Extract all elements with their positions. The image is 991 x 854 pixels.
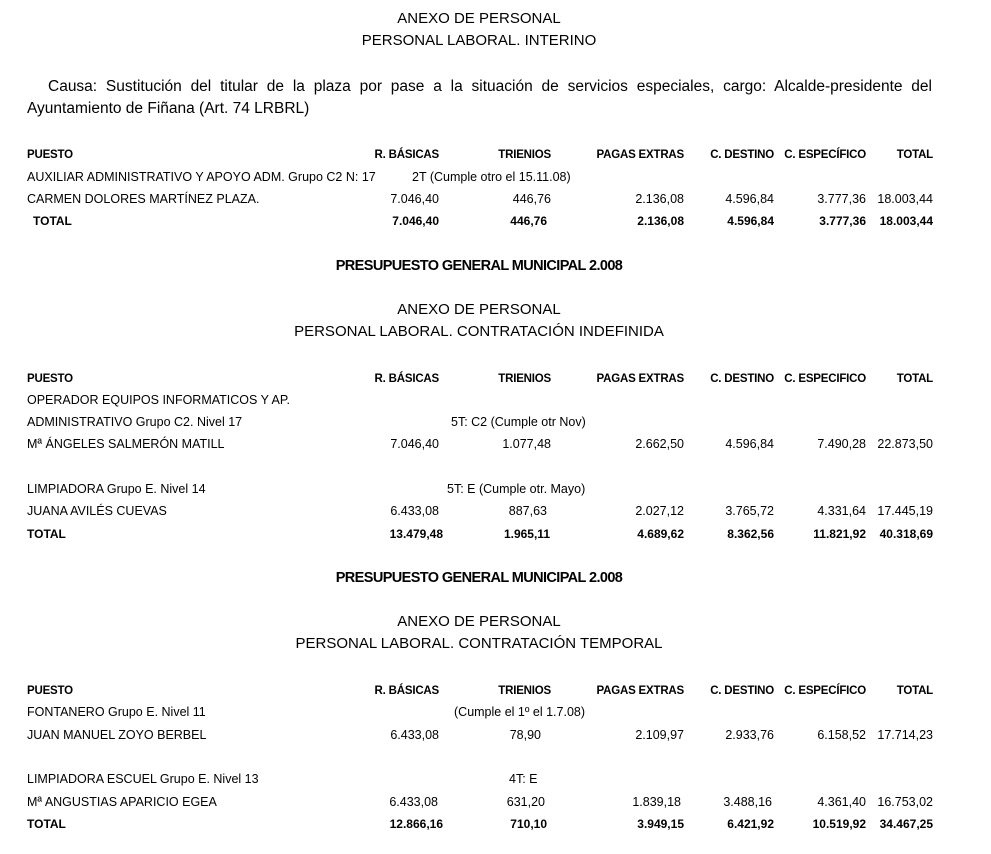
- section3-totals-row: [0, 816, 991, 832]
- employee-name: Mª ÁNGELES SALMERÓN MATILL: [27, 437, 225, 451]
- value-basicas: 6.433,08: [390, 504, 439, 518]
- header-basicas: R. BÁSICAS: [374, 685, 439, 697]
- puesto-note: 2T (Cumple otro el 15.11.08): [412, 170, 571, 184]
- header-total: TOTAL: [896, 373, 933, 385]
- value-destino: 3.765,72: [725, 504, 774, 518]
- employee-name: Mª ANGUSTIAS APARICIO EGEA: [27, 795, 217, 809]
- total-destino: 8.362,56: [727, 527, 774, 541]
- total-trienios: 446,76: [510, 214, 547, 228]
- header-especifico: C. ESPECÍFICO: [784, 149, 866, 161]
- value-pagas: 1.839,18: [632, 795, 681, 809]
- header-basicas: R. BÁSICAS: [374, 149, 439, 161]
- puesto-label: FONTANERO Grupo E. Nivel 11: [27, 705, 206, 719]
- section1-totals-row: [0, 213, 991, 229]
- puesto-note: 4T: E: [509, 772, 538, 786]
- header-total: TOTAL: [896, 149, 933, 161]
- value-total: 17.445,19: [877, 504, 933, 518]
- header-destino: C. DESTINO: [710, 685, 774, 697]
- value-pagas: 2.027,12: [635, 504, 684, 518]
- value-basicas: 7.046,40: [390, 192, 439, 206]
- table-row: [0, 392, 991, 408]
- table-row: [0, 481, 991, 497]
- value-basicas: 7.046,40: [390, 437, 439, 451]
- value-destino: 3.488,16: [723, 795, 772, 809]
- totals-label: TOTAL: [33, 214, 72, 228]
- value-total: 22.873,50: [877, 437, 933, 451]
- value-basicas: 6.433,08: [390, 728, 439, 742]
- header-destino: C. DESTINO: [710, 373, 774, 385]
- value-trienios: 887,63: [508, 504, 547, 518]
- value-especifico: 3.777,36: [817, 192, 866, 206]
- section3-subtitle: PERSONAL LABORAL. CONTRATACIÓN TEMPORAL: [295, 635, 663, 652]
- total-destino: 4.596,84: [727, 214, 774, 228]
- value-destino: 2.933,76: [725, 728, 774, 742]
- value-pagas: 2.662,50: [635, 437, 684, 451]
- header-puesto: PUESTO: [27, 685, 73, 697]
- section2-totals-row: [0, 526, 991, 542]
- section1-causa: Causa: Sustitución del titular de la plaza por pase a la situación de servicios especiales, cargo: Alcalde-presidente del Ayuntamiento de Fiñana (Art. 74 LRBRL): [27, 78, 932, 117]
- value-especifico: 4.331,64: [817, 504, 866, 518]
- total-pagas: 4.689,62: [637, 527, 684, 541]
- section2-table-header: [0, 371, 991, 387]
- header-total: TOTAL: [896, 685, 933, 697]
- puesto-label: LIMPIADORA Grupo E. Nivel 14: [27, 482, 206, 496]
- table-row: [0, 414, 991, 430]
- employee-name: JUANA AVILÉS CUEVAS: [27, 504, 167, 518]
- puesto-label: LIMPIADORA ESCUEL Grupo E. Nivel 13: [27, 772, 259, 786]
- total-total: 34.467,25: [879, 817, 933, 831]
- header-trienios: TRIENIOS: [498, 373, 551, 385]
- section1-title: ANEXO DE PERSONAL: [397, 10, 561, 27]
- value-trienios: 446,76: [512, 192, 551, 206]
- header-trienios: TRIENIOS: [498, 149, 551, 161]
- value-total: 17.714,23: [877, 728, 933, 742]
- totals-label: TOTAL: [27, 527, 66, 541]
- employee-name: CARMEN DOLORES MARTÍNEZ PLAZA.: [27, 192, 260, 206]
- puesto-note: (Cumple el 1º el 1.7.08): [454, 705, 586, 719]
- header-puesto: PUESTO: [27, 373, 73, 385]
- header-especifico: C. ESPECIFICO: [784, 373, 866, 385]
- total-pagas: 3.949,15: [637, 817, 684, 831]
- header-puesto: PUESTO: [27, 149, 73, 161]
- header-trienios: TRIENIOS: [498, 685, 551, 697]
- value-pagas: 2.109,97: [635, 728, 684, 742]
- header-pagas: PAGAS EXTRAS: [596, 685, 684, 697]
- header-pagas: PAGAS EXTRAS: [596, 149, 684, 161]
- value-destino: 4.596,84: [725, 437, 774, 451]
- total-trienios: 710,10: [510, 817, 547, 831]
- value-total: 16.753,02: [877, 795, 933, 809]
- employee-name: JUAN MANUEL ZOYO BERBEL: [27, 728, 207, 742]
- value-especifico: 4.361,40: [817, 795, 866, 809]
- value-destino: 4.596,84: [725, 192, 774, 206]
- header-pagas: PAGAS EXTRAS: [596, 373, 684, 385]
- value-trienios: 78,90: [509, 728, 541, 742]
- table-row: [0, 503, 991, 519]
- table-row: [0, 704, 991, 720]
- total-basicas: 12.866,16: [389, 817, 443, 831]
- section3-title: ANEXO DE PERSONAL: [397, 613, 561, 630]
- puesto-label: OPERADOR EQUIPOS INFORMATICOS Y AP.: [27, 393, 291, 407]
- section2-budget-heading: PRESUPUESTO GENERAL MUNICIPAL 2.008: [335, 258, 623, 274]
- total-especifico: 10.519,92: [812, 817, 866, 831]
- table-row: [0, 794, 991, 810]
- header-basicas: R. BÁSICAS: [374, 373, 439, 385]
- section1-subtitle: PERSONAL LABORAL. INTERINO: [361, 32, 597, 49]
- table-row: [0, 191, 991, 207]
- table-row: [0, 169, 991, 185]
- total-total: 18.003,44: [879, 214, 933, 228]
- value-total: 18.003,44: [877, 192, 933, 206]
- total-pagas: 2.136,08: [637, 214, 684, 228]
- section3-budget-heading: PRESUPUESTO GENERAL MUNICIPAL 2.008: [335, 570, 623, 586]
- table-row: [0, 727, 991, 743]
- value-especifico: 7.490,28: [817, 437, 866, 451]
- section2-title: ANEXO DE PERSONAL: [397, 301, 561, 318]
- section3-table-header: [0, 683, 991, 699]
- header-destino: C. DESTINO: [710, 149, 774, 161]
- puesto-note: 5T: C2 (Cumple otr Nov): [451, 415, 586, 429]
- puesto-note: 5T: E (Cumple otr. Mayo): [447, 482, 586, 496]
- value-trienios: 1.077,48: [502, 437, 551, 451]
- totals-label: TOTAL: [27, 817, 66, 831]
- total-especifico: 11.821,92: [813, 527, 866, 541]
- value-pagas: 2.136,08: [635, 192, 684, 206]
- total-basicas: 7.046,40: [392, 214, 439, 228]
- puesto-label: AUXILIAR ADMINISTRATIVO Y APOYO ADM. Grupo C2 N: 17: [27, 170, 376, 184]
- section2-subtitle: PERSONAL LABORAL. CONTRATACIÓN INDEFINIDA: [294, 323, 664, 340]
- total-destino: 6.421,92: [727, 817, 774, 831]
- puesto-label: ADMINISTRATIVO Grupo C2. Nivel 17: [27, 415, 243, 429]
- total-basicas: 13.479,48: [389, 527, 443, 541]
- total-total: 40.318,69: [879, 527, 933, 541]
- value-basicas: 6.433,08: [389, 795, 438, 809]
- total-especifico: 3.777,36: [819, 214, 866, 228]
- section1-table-header: [0, 147, 991, 163]
- table-row: [0, 771, 991, 787]
- header-especifico: C. ESPECÍFICO: [784, 685, 866, 697]
- value-trienios: 631,20: [506, 795, 545, 809]
- total-trienios: 1.965,11: [503, 527, 550, 541]
- table-row: [0, 436, 991, 452]
- value-especifico: 6.158,52: [817, 728, 866, 742]
